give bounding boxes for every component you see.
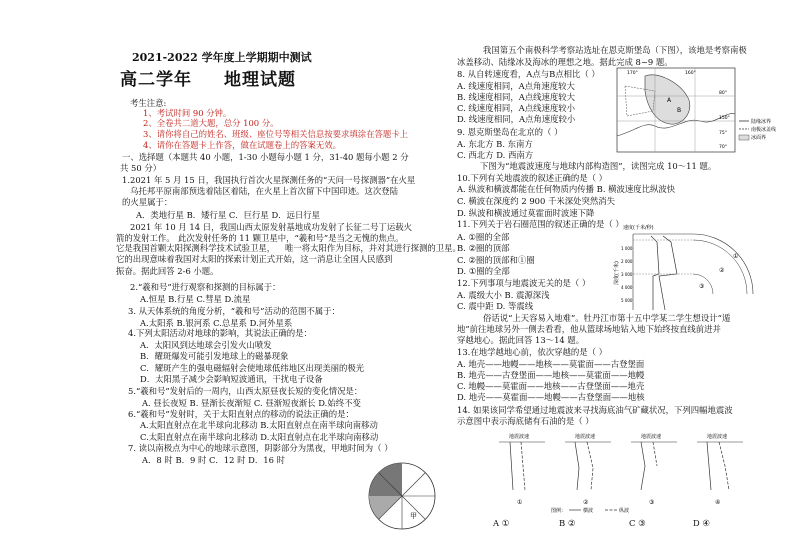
question-2: 2.“羲和号”进行观察和探测的目标属于： [130, 282, 281, 292]
legend-item: 冰面界 [751, 135, 767, 141]
option: D. 地壳——莫霍面——地幔——古登堡面——地核 [457, 392, 645, 402]
option: B. ②圈的顶部 [457, 243, 510, 253]
question-9: 9. 恩克斯堡岛在北京的（ ） [457, 127, 563, 137]
x-axis-label: 速度(千米/秒) [623, 225, 654, 231]
panel-title: 地震波速 [707, 434, 728, 440]
options: C. 西北方 D. 西南方 [457, 150, 534, 160]
layer-3-label: ③ [699, 283, 705, 290]
legend-item: 南极冰盖线 [751, 127, 777, 133]
options: A. 纵波和横波都能在任何物质内传播 B. 横波速度比纵波快 [457, 184, 676, 194]
jia-label: 甲 [410, 512, 417, 520]
question-7: 7. 读以南极点为中心的地球示意图，阴影部分为黑夜，甲地时间为（ ） [128, 443, 393, 453]
q14-option-a: A ① [493, 518, 510, 528]
lat-label: 70° [719, 145, 727, 150]
text-line: 下图为“地震波速度与地球内部构造图”，读图完成 10～11 题。 [480, 161, 717, 171]
option: A.太阳直射点在北半球向北移动 B.太阳直射点在南半球向南移动 [140, 420, 378, 430]
text-line: 示意图中表示海底储有石油的是（ ） [457, 416, 594, 426]
text-line: 它是我国首颗太阳探测科学技术试验卫星， [116, 243, 276, 253]
question-4: 4.下列太阳活动对地球的影响，其说法正确的是： [128, 328, 312, 338]
text-line: 的火星属于： [122, 197, 173, 207]
options: A.太阳系 B.银河系 C.总星系 D.河外星系 [140, 318, 293, 328]
y-tick: 3 000 [621, 272, 633, 277]
text-line: 穿越地心。据此回答 13～14 题。 [457, 335, 585, 345]
options: A.恒星 B.行星 C.彗星 D.流星 [140, 294, 251, 304]
text-line: 我国第五个南极科学考察站选址在恩克斯堡岛（下图），该地是考察南极 [483, 45, 747, 55]
question-11: 11.下列关于岩石圈范围的叙述正确的是（ ） [457, 219, 624, 229]
q14-option-c: C ③ [629, 518, 646, 528]
question-1: 1.2021 年 5 月 15 日，我国执行首次火星探测任务的“天问一号探测器”在火星 [122, 175, 416, 185]
y-tick: 2 000 [621, 259, 633, 264]
option: A. ①圈的全部 [457, 232, 510, 242]
option: D. 纵波和横波通过莫霍面时波速下降 [457, 208, 595, 218]
text-line: 此次发射任务的 11 颗卫星中，“羲和号”是当之无愧的焦点。 [178, 233, 404, 243]
section-heading: 一、选择题（本题共 40 小题，1-30 小题每小题 1 分，31-40 题每小题 2 分 [122, 152, 409, 162]
options: A．类地行星 B．矮行星 C．巨行星 D．远日行星 [136, 210, 321, 220]
legend-label: 图例： [551, 508, 567, 514]
text-line: 共 50 分） [120, 163, 162, 173]
layer-1-label: ① [733, 253, 739, 260]
layer-2-label: ② [719, 267, 725, 274]
lat-label: 80° [719, 91, 727, 96]
option: A. 地壳——地幔——地核——莫霍面——古登堡面 [457, 359, 645, 369]
question-8: 8. 从自转速度看，A点与B点相比（ ） [457, 69, 600, 79]
option: C. ②圈的顶部和①圈 [457, 255, 535, 265]
wave-panel-3 [631, 433, 677, 506]
notice-heading: 考生注意: [130, 98, 167, 108]
option: D. ①圈的全部 [457, 266, 510, 276]
lat-label: 75° [719, 131, 727, 136]
option: B. 线速度相同，A点线速度较大 [457, 92, 576, 102]
lon-label: 150° [719, 116, 730, 121]
panel-title: 地震波速 [641, 434, 662, 440]
wave-panel-1 [499, 433, 545, 506]
options: C. 震中距 D. 等震线 [457, 301, 534, 311]
text-line: 振奋。据此回答 2-6 小题。 [116, 266, 219, 276]
notice-item: 3、请你将自己的姓名、班级、座位号等相关信息按要求填涂在答题卡上 [143, 129, 408, 139]
option: D．太阳黑子减少会影响短波通讯，干扰电子设备 [140, 374, 323, 384]
notice-item: 4、请你在答题卡上作答，做在试题卷上的答案无效。 [143, 140, 341, 150]
question-14: 14. 如果该同学希望通过地震波来寻找海底油气矿藏状况，下列四幅地震波 [457, 405, 733, 415]
panel-label: ③ [649, 499, 655, 506]
question-13: 13.在地学越地心前，依次穿越的是（ ） [457, 347, 607, 357]
question-6: 6.“羲和号”发射时，关于太阳直射点的移动的说法正确的是： [128, 409, 354, 419]
option: C. 横波在深度约 2 900 千米深处突然消失 [457, 196, 615, 206]
q14-option-b: B ② [559, 518, 576, 528]
point-a-label: A [667, 97, 672, 104]
text-line: 冰盖移动、陆缘冰及海冰的理想之地。据此完成 8~9 题。 [457, 57, 673, 67]
text-line: 箭的发射工作。 [116, 233, 175, 243]
y-tick: 1 000 [621, 246, 633, 251]
wave-panel-4 [697, 433, 743, 506]
text-line: 地”前往地球另外一侧去看看，他从篮球场地钻入地下始终按直线前进并 [457, 324, 721, 334]
option: C. 地幔——莫霍面——地核——古登堡面——地壳 [457, 381, 645, 391]
seismic-wave-options-figure [495, 430, 775, 514]
y-tick: 5 000 [621, 298, 633, 303]
panel-label: ② [583, 499, 589, 506]
options: A. 东北方 B. 东南方 [457, 139, 533, 149]
question-10: 10.下列有关地震波的叙述正确的是（ ） [457, 173, 607, 183]
seismic-wave-chart [613, 222, 763, 314]
option: C．耀斑产生的强电磁辐射会使地球低纬地区出现美丽的极光 [140, 363, 365, 373]
panel-label: ① [517, 499, 523, 506]
text-line: 乌托邦平原南部预选着陆区着陆，在火星上首次留下中国印迹。这次登陆 [130, 186, 398, 196]
question-12: 12.下列事项与地震波无关的是（ ） [457, 278, 591, 288]
options: A. 震级大小 B. 震源深浅 [457, 290, 550, 300]
option: D. 线速度相同，A点角速度较小 [457, 114, 576, 124]
panel-title: 地震波速 [509, 434, 530, 440]
panel-title: 地震波速 [575, 434, 596, 440]
point-b-label: B [677, 107, 682, 114]
exam-grade: 高二学年 [120, 70, 192, 90]
text-line: 俗话说“上天容易入地难”。牡丹江市第十五中学某二学生想设计“遁 [483, 313, 731, 323]
lon-label: 160° [685, 71, 696, 76]
option: B．耀斑爆发可能引发地球上的磁暴现象 [140, 351, 289, 361]
question-3: 3. 从天体系统的角度分析，“羲和号”活动的范围不属于： [128, 306, 340, 316]
antarctic-map [615, 66, 785, 156]
y-axis-label: 深度(千米) [614, 261, 620, 285]
options: A. 昼长夜短 B. 昼渐长夜渐短 C. 昼渐短夜渐长 D.始终不变 [142, 398, 361, 408]
text-line: 2021 年 10 月 14 日，我国山西太原发射基地成功发射了长征二号丁运载火 [130, 222, 413, 232]
notice-item: 2、全卷共二道大题，总分 100 分。 [143, 118, 279, 128]
question-5: 5.“羲和号”发射后的一周内，山西太原昼夜长短的变化情况是： [128, 386, 363, 396]
q14-option-d: D ④ [693, 518, 710, 528]
option: C.太阳直射点在南半球向北移动 D.太阳直射点在北半球向南移动 [140, 432, 379, 442]
legend-item: 纵波 [619, 508, 630, 514]
lon-label: 170° [627, 71, 638, 76]
legend-item: 横波 [583, 508, 594, 514]
text-line: 它的出现意味着我国对太阳的探索计划正式开始，这一消息让全国人民感到 [116, 254, 393, 264]
legend-item: 陆缘冰界 [751, 119, 772, 125]
panel-label: ④ [715, 499, 721, 506]
option: A. 线速度相同，A点角速度较大 [457, 81, 575, 91]
option: A．太阳风到达地球会引发火山喷发 [140, 340, 272, 350]
notice-item: 1、考试时间 90 分钟。 [143, 108, 232, 118]
options: A．8 时 B．9 时 C．12 时 D．16 时 [142, 455, 285, 465]
exam-subject: 地理试题 [224, 70, 296, 90]
option: B. 地壳——古登堡面——地核——莫霍面——地幔 [457, 370, 645, 380]
south-pole-diagram [366, 458, 438, 534]
y-tick: 4 000 [621, 285, 633, 290]
wave-panel-2 [565, 433, 611, 506]
text-line: 唯一将太阳作为目标，并对其进行探测的卫星。 [285, 243, 461, 253]
option: C. 线速度相同，A点线速度较小 [457, 103, 575, 113]
exam-title: 2021-2022 学年度上学期期中测试 [132, 51, 312, 64]
